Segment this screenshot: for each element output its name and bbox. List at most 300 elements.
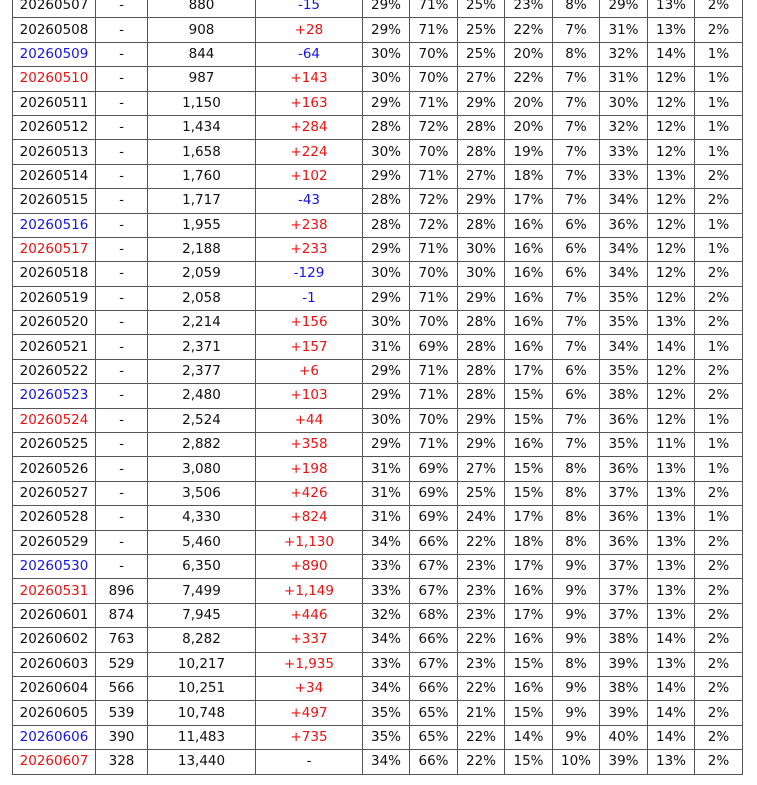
change-cell: - [256,750,363,774]
pct-3-cell: 23% [458,603,505,627]
pct-7-cell: 11% [648,433,695,457]
pct-2-cell: 69% [410,457,458,481]
count-a-cell: - [96,457,148,481]
pct-4-cell: 18% [505,530,553,554]
pct-1-cell: 30% [363,408,410,432]
date-cell: 20260507 [13,0,96,18]
change-cell: -64 [256,42,363,66]
change-cell: +157 [256,335,363,359]
pct-6-cell: 36% [600,408,648,432]
pct-6-cell: 37% [600,554,648,578]
pct-6-cell: 34% [600,189,648,213]
pct-6-cell: 39% [600,750,648,774]
pct-3-cell: 23% [458,652,505,676]
pct-6-cell: 38% [600,384,648,408]
count-a-cell: - [96,481,148,505]
total-cell: 6,350 [148,554,256,578]
table-row [13,140,743,164]
count-a-cell: - [96,262,148,286]
date-cell: 20260522 [13,359,96,383]
pct-2-cell: 66% [410,628,458,652]
pct-2-cell: 66% [410,530,458,554]
pct-8-cell: 2% [695,359,743,383]
pct-8-cell: 1% [695,433,743,457]
pct-3-cell: 30% [458,262,505,286]
pct-8-cell: 2% [695,628,743,652]
table-row [13,311,743,335]
date-cell: 20260524 [13,408,96,432]
pct-1-cell: 30% [363,67,410,91]
pct-8-cell: 2% [695,18,743,42]
pct-5-cell: 8% [553,481,600,505]
pct-2-cell: 70% [410,42,458,66]
pct-2-cell: 67% [410,554,458,578]
pct-5-cell: 8% [553,530,600,554]
pct-5-cell: 7% [553,18,600,42]
date-cell: 20260512 [13,115,96,139]
pct-3-cell: 27% [458,164,505,188]
pct-4-cell: 16% [505,335,553,359]
total-cell: 2,058 [148,286,256,310]
date-cell: 20260603 [13,652,96,676]
pct-5-cell: 6% [553,359,600,383]
pct-6-cell: 29% [600,0,648,18]
pct-5-cell: 7% [553,311,600,335]
count-a-cell: 539 [96,701,148,725]
table-row [13,164,743,188]
pct-6-cell: 37% [600,481,648,505]
count-a-cell: 566 [96,676,148,700]
pct-6-cell: 30% [600,91,648,115]
pct-5-cell: 6% [553,262,600,286]
change-cell: +824 [256,506,363,530]
count-a-cell: - [96,554,148,578]
pct-1-cell: 28% [363,115,410,139]
pct-7-cell: 12% [648,67,695,91]
pct-6-cell: 32% [600,42,648,66]
pct-7-cell: 14% [648,335,695,359]
pct-5-cell: 7% [553,91,600,115]
count-a-cell: - [96,0,148,18]
pct-2-cell: 67% [410,579,458,603]
change-cell: +1,130 [256,530,363,554]
pct-3-cell: 28% [458,140,505,164]
pct-2-cell: 71% [410,433,458,457]
pct-4-cell: 16% [505,286,553,310]
pct-6-cell: 35% [600,433,648,457]
pct-8-cell: 1% [695,67,743,91]
change-cell: +890 [256,554,363,578]
total-cell: 7,945 [148,603,256,627]
count-a-cell: - [96,67,148,91]
total-cell: 7,499 [148,579,256,603]
pct-8-cell: 1% [695,457,743,481]
date-cell: 20260516 [13,213,96,237]
date-cell: 20260513 [13,140,96,164]
pct-3-cell: 23% [458,554,505,578]
date-cell: 20260528 [13,506,96,530]
pct-8-cell: 1% [695,91,743,115]
date-cell: 20260515 [13,189,96,213]
pct-1-cell: 28% [363,213,410,237]
pct-2-cell: 71% [410,0,458,18]
table-row [13,725,743,749]
pct-4-cell: 15% [505,701,553,725]
pct-7-cell: 13% [648,164,695,188]
pct-4-cell: 17% [505,554,553,578]
pct-5-cell: 7% [553,286,600,310]
pct-6-cell: 33% [600,140,648,164]
table-row [13,457,743,481]
pct-7-cell: 14% [648,725,695,749]
pct-8-cell: 2% [695,554,743,578]
pct-6-cell: 34% [600,335,648,359]
change-cell: +198 [256,457,363,481]
pct-8-cell: 1% [695,213,743,237]
pct-3-cell: 29% [458,433,505,457]
date-cell: 20260517 [13,237,96,261]
pct-4-cell: 14% [505,725,553,749]
change-cell: +34 [256,676,363,700]
pct-8-cell: 2% [695,0,743,18]
pct-8-cell: 2% [695,311,743,335]
pct-5-cell: 8% [553,457,600,481]
pct-5-cell: 7% [553,408,600,432]
table-row [13,750,743,774]
pct-5-cell: 6% [553,237,600,261]
pct-7-cell: 12% [648,408,695,432]
pct-3-cell: 24% [458,506,505,530]
pct-5-cell: 7% [553,189,600,213]
date-cell: 20260531 [13,579,96,603]
table-row [13,0,743,18]
total-cell: 10,217 [148,652,256,676]
pct-6-cell: 37% [600,603,648,627]
pct-5-cell: 9% [553,676,600,700]
pct-7-cell: 12% [648,91,695,115]
pct-7-cell: 12% [648,384,695,408]
pct-3-cell: 22% [458,676,505,700]
pct-7-cell: 12% [648,237,695,261]
pct-3-cell: 23% [458,579,505,603]
pct-1-cell: 31% [363,335,410,359]
data-table [12,0,743,775]
table-row [13,384,743,408]
pct-4-cell: 15% [505,481,553,505]
pct-4-cell: 20% [505,115,553,139]
pct-7-cell: 13% [648,506,695,530]
table-row [13,408,743,432]
pct-3-cell: 28% [458,335,505,359]
pct-2-cell: 70% [410,408,458,432]
pct-7-cell: 13% [648,579,695,603]
total-cell: 2,371 [148,335,256,359]
pct-8-cell: 2% [695,725,743,749]
change-cell: +284 [256,115,363,139]
change-cell: +446 [256,603,363,627]
total-cell: 1,760 [148,164,256,188]
pct-3-cell: 22% [458,628,505,652]
pct-1-cell: 30% [363,311,410,335]
pct-1-cell: 29% [363,237,410,261]
count-a-cell: - [96,311,148,335]
pct-6-cell: 35% [600,359,648,383]
pct-5-cell: 8% [553,506,600,530]
total-cell: 2,214 [148,311,256,335]
count-a-cell: 529 [96,652,148,676]
table-body [13,0,743,774]
date-cell: 20260521 [13,335,96,359]
pct-8-cell: 2% [695,603,743,627]
change-cell: +358 [256,433,363,457]
change-cell: +1,149 [256,579,363,603]
table-row [13,603,743,627]
pct-2-cell: 72% [410,213,458,237]
table-row [13,481,743,505]
count-a-cell: 763 [96,628,148,652]
pct-8-cell: 2% [695,701,743,725]
date-cell: 20260520 [13,311,96,335]
pct-1-cell: 29% [363,0,410,18]
pct-4-cell: 15% [505,750,553,774]
pct-4-cell: 15% [505,457,553,481]
change-cell: +426 [256,481,363,505]
pct-4-cell: 23% [505,0,553,18]
pct-1-cell: 29% [363,359,410,383]
pct-5-cell: 9% [553,701,600,725]
pct-3-cell: 29% [458,189,505,213]
table-row [13,701,743,725]
pct-3-cell: 25% [458,0,505,18]
change-cell: +224 [256,140,363,164]
pct-1-cell: 32% [363,603,410,627]
change-cell: +1,935 [256,652,363,676]
pct-8-cell: 2% [695,262,743,286]
pct-3-cell: 27% [458,457,505,481]
pct-2-cell: 69% [410,335,458,359]
pct-4-cell: 18% [505,164,553,188]
count-a-cell: - [96,335,148,359]
pct-7-cell: 12% [648,140,695,164]
table-row [13,628,743,652]
table-row [13,42,743,66]
table-row [13,67,743,91]
count-a-cell: - [96,237,148,261]
pct-8-cell: 2% [695,164,743,188]
pct-7-cell: 13% [648,457,695,481]
pct-7-cell: 12% [648,115,695,139]
total-cell: 2,377 [148,359,256,383]
date-cell: 20260530 [13,554,96,578]
pct-4-cell: 17% [505,189,553,213]
count-a-cell: - [96,506,148,530]
count-a-cell: - [96,140,148,164]
total-cell: 844 [148,42,256,66]
pct-8-cell: 2% [695,676,743,700]
pct-1-cell: 30% [363,262,410,286]
pct-1-cell: 30% [363,42,410,66]
date-cell: 20260602 [13,628,96,652]
pct-6-cell: 38% [600,676,648,700]
pct-2-cell: 66% [410,676,458,700]
pct-8-cell: 2% [695,189,743,213]
table-row [13,433,743,457]
pct-3-cell: 28% [458,359,505,383]
total-cell: 987 [148,67,256,91]
pct-5-cell: 9% [553,725,600,749]
pct-8-cell: 2% [695,652,743,676]
table-row [13,335,743,359]
pct-4-cell: 15% [505,408,553,432]
change-cell: -15 [256,0,363,18]
pct-3-cell: 28% [458,115,505,139]
change-cell: -43 [256,189,363,213]
pct-5-cell: 7% [553,67,600,91]
date-cell: 20260607 [13,750,96,774]
change-cell: +44 [256,408,363,432]
pct-2-cell: 72% [410,115,458,139]
pct-2-cell: 71% [410,359,458,383]
pct-5-cell: 6% [553,384,600,408]
total-cell: 1,955 [148,213,256,237]
pct-3-cell: 29% [458,286,505,310]
total-cell: 908 [148,18,256,42]
change-cell: +102 [256,164,363,188]
pct-3-cell: 22% [458,750,505,774]
pct-1-cell: 28% [363,189,410,213]
pct-8-cell: 1% [695,115,743,139]
pct-7-cell: 13% [648,554,695,578]
pct-4-cell: 17% [505,506,553,530]
pct-5-cell: 9% [553,603,600,627]
table-row [13,286,743,310]
table-row [13,530,743,554]
pct-4-cell: 16% [505,433,553,457]
pct-2-cell: 71% [410,286,458,310]
pct-5-cell: 9% [553,554,600,578]
pct-4-cell: 16% [505,213,553,237]
date-cell: 20260529 [13,530,96,554]
pct-1-cell: 29% [363,164,410,188]
date-cell: 20260510 [13,67,96,91]
total-cell: 10,748 [148,701,256,725]
pct-8-cell: 1% [695,42,743,66]
table-row [13,676,743,700]
pct-6-cell: 31% [600,18,648,42]
change-cell: +163 [256,91,363,115]
date-cell: 20260511 [13,91,96,115]
pct-2-cell: 71% [410,237,458,261]
pct-8-cell: 2% [695,530,743,554]
count-a-cell: - [96,115,148,139]
pct-5-cell: 7% [553,335,600,359]
total-cell: 3,506 [148,481,256,505]
change-cell: +233 [256,237,363,261]
pct-8-cell: 1% [695,506,743,530]
count-a-cell: - [96,189,148,213]
pct-3-cell: 25% [458,42,505,66]
total-cell: 11,483 [148,725,256,749]
pct-4-cell: 16% [505,262,553,286]
pct-2-cell: 70% [410,262,458,286]
pct-6-cell: 33% [600,164,648,188]
pct-3-cell: 21% [458,701,505,725]
total-cell: 8,282 [148,628,256,652]
count-a-cell: - [96,213,148,237]
change-cell: +156 [256,311,363,335]
pct-3-cell: 30% [458,237,505,261]
pct-1-cell: 35% [363,725,410,749]
pct-3-cell: 28% [458,213,505,237]
pct-7-cell: 12% [648,189,695,213]
count-a-cell: 896 [96,579,148,603]
table-row [13,18,743,42]
pct-3-cell: 22% [458,725,505,749]
pct-6-cell: 37% [600,579,648,603]
table-row [13,652,743,676]
pct-6-cell: 36% [600,457,648,481]
pct-8-cell: 2% [695,286,743,310]
pct-5-cell: 8% [553,652,600,676]
date-cell: 20260527 [13,481,96,505]
pct-7-cell: 12% [648,359,695,383]
pct-6-cell: 38% [600,628,648,652]
pct-2-cell: 71% [410,18,458,42]
date-cell: 20260525 [13,433,96,457]
count-a-cell: - [96,530,148,554]
pct-6-cell: 31% [600,67,648,91]
pct-7-cell: 13% [648,18,695,42]
total-cell: 2,188 [148,237,256,261]
pct-7-cell: 14% [648,42,695,66]
total-cell: 2,524 [148,408,256,432]
pct-3-cell: 29% [458,91,505,115]
date-cell: 20260508 [13,18,96,42]
pct-4-cell: 19% [505,140,553,164]
pct-7-cell: 12% [648,286,695,310]
total-cell: 3,080 [148,457,256,481]
pct-2-cell: 68% [410,603,458,627]
pct-7-cell: 13% [648,481,695,505]
pct-4-cell: 20% [505,91,553,115]
pct-3-cell: 22% [458,530,505,554]
pct-5-cell: 7% [553,140,600,164]
pct-8-cell: 1% [695,237,743,261]
pct-5-cell: 8% [553,42,600,66]
table-row [13,189,743,213]
pct-1-cell: 33% [363,554,410,578]
pct-5-cell: 6% [553,213,600,237]
count-a-cell: - [96,164,148,188]
pct-2-cell: 71% [410,91,458,115]
pct-2-cell: 69% [410,481,458,505]
date-cell: 20260526 [13,457,96,481]
change-cell: +337 [256,628,363,652]
pct-1-cell: 29% [363,384,410,408]
date-cell: 20260518 [13,262,96,286]
pct-3-cell: 29% [458,408,505,432]
pct-2-cell: 65% [410,725,458,749]
pct-6-cell: 36% [600,530,648,554]
count-a-cell: - [96,408,148,432]
pct-6-cell: 34% [600,237,648,261]
count-a-cell: 874 [96,603,148,627]
pct-1-cell: 29% [363,286,410,310]
change-cell: +103 [256,384,363,408]
date-cell: 20260605 [13,701,96,725]
total-cell: 1,150 [148,91,256,115]
table-row [13,554,743,578]
